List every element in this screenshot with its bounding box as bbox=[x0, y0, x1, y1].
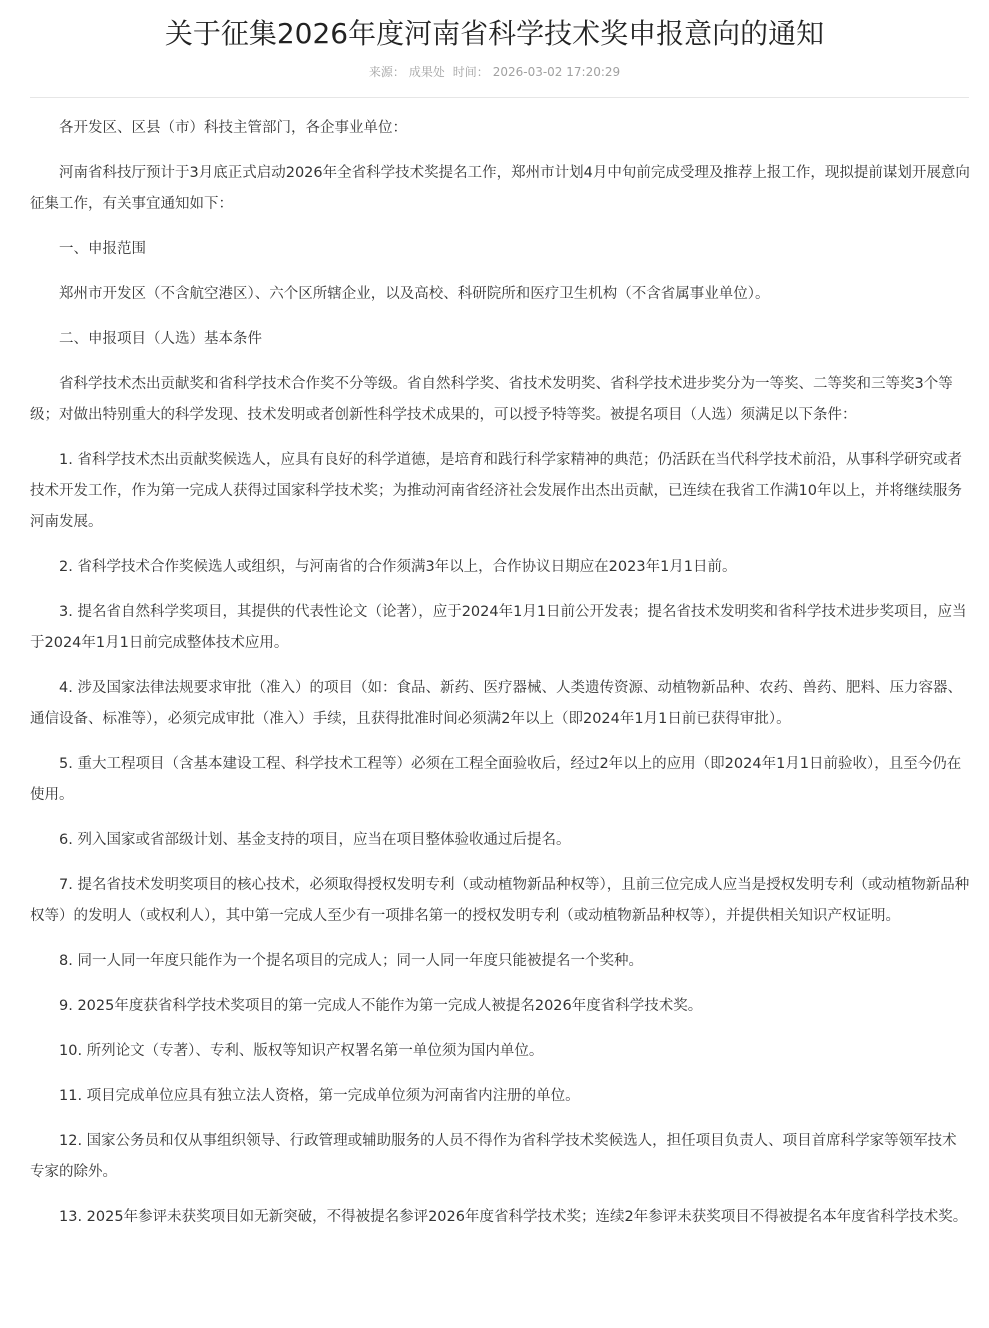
time-value: 2026-03-02 17:20:29 bbox=[492, 65, 621, 79]
condition-item-3: 3. 提名省自然科学奖项目，其提供的代表性论文（论著），应于2024年1月1日前公开发表；提名省技术发明奖和省科学技术进步奖项目，应当于2024年1月1日前完成整体技术应用。 bbox=[30, 604, 967, 651]
condition-item-7: 7. 提名省技术发明奖项目的核心技术，必须取得授权发明专利（或动植物新品种权等），且前三位完成人应当是授权发明专利（或动植物新品种权等）的发明人（或权利人），其中第一完成人至少有一项排名第一的授权发明专利（或动植物新品种权等），并提供相关知识产权证明。 bbox=[30, 877, 970, 924]
header-divider bbox=[30, 97, 969, 98]
condition-item-4: 4. 涉及国家法律法规要求审批（准入）的项目（如：食品、新药、医疗器械、人类遗传资源、动植物新品种、农药、兽药、肥料、压力容器、通信设备、标准等），必须完成审批（准入）手续，且获得批准时间必须满2年以上（即2024年1月1日前已获得审批）。 bbox=[30, 680, 962, 727]
intro-paragraph: 河南省科技厅预计于3月底正式启动2026年全省科学技术奖提名工作，郑州市计划4月中旬前完成受理及推荐上报工作，现拟提前谋划开展意向征集工作，有关事宜通知如下： bbox=[30, 165, 970, 212]
section-heading-conditions: 二、申报项目（人选）基本条件 bbox=[59, 331, 262, 347]
condition-item-5: 5. 重大工程项目（含基本建设工程、科学技术工程等）必须在工程全面验收后，经过2年以上的应用（即2024年1月1日前验收），且至今仍在使用。 bbox=[30, 756, 962, 803]
article-meta bbox=[0, 63, 989, 81]
scope-paragraph: 郑州市开发区（不含航空港区）、六个区所辖企业，以及高校、科研院所和医疗卫生机构（不含省属事业单位）。 bbox=[59, 286, 770, 302]
condition-item-12: 12. 国家公务员和仅从事组织领导、行政管理或辅助服务的人员不得作为省科学技术奖候选人，担任项目负责人、项目首席科学家等领军技术专家的除外。 bbox=[30, 1133, 957, 1180]
time-label: 时间： bbox=[452, 65, 489, 79]
condition-item-1: 1. 省科学技术杰出贡献奖候选人，应具有良好的科学道德，是培育和践行科学家精神的典范；仍活跃在当代科学技术前沿，从事科学研究或者技术开发工作，作为第一完成人获得过国家科学技术奖；为推动河南省经济社会发展作出杰出贡献，已连续在我省工作满10年以上，并将继续服务河南发展。 bbox=[30, 452, 962, 530]
condition-item-2: 2. 省科学技术合作奖候选人或组织，与河南省的合作须满3年以上，合作协议日期应在2023年1月1日前。 bbox=[59, 559, 737, 575]
condition-item-8: 8. 同一人同一年度只能作为一个提名项目的完成人；同一人同一年度只能被提名一个奖种。 bbox=[59, 953, 643, 969]
source-value: 成果处 bbox=[408, 65, 445, 79]
condition-item-13: 13. 2025年参评未获奖项目如无新突破，不得被提名参评2026年度省科学技术奖；连续2年参评未获奖项目不得被提名本年度省科学技术奖。 bbox=[59, 1209, 968, 1225]
page-title: 关于征集2026年度河南省科学技术奖申报意向的通知 bbox=[164, 17, 825, 50]
condition-item-6: 6. 列入国家或省部级计划、基金支持的项目，应当在项目整体验收通过后提名。 bbox=[59, 832, 571, 848]
condition-item-9: 9. 2025年度获省科学技术奖项目的第一完成人不能作为第一完成人被提名2026年度省科学技术奖。 bbox=[59, 998, 703, 1014]
source-label: 来源： bbox=[368, 65, 405, 79]
conditions-intro: 省科学技术杰出贡献奖和省科学技术合作奖不分等级。省自然科学奖、省技术发明奖、省科学技术进步奖分为一等奖、二等奖和三等奖3个等级；对做出特别重大的科学发现、技术发明或者创新性科学技术成果的，可以授予特等奖。被提名项目（人选）须满足以下条件： bbox=[30, 376, 953, 423]
salutation: 各开发区、区县（市）科技主管部门，各企事业单位： bbox=[59, 120, 407, 136]
article-body bbox=[30, 113, 970, 1233]
section-heading-scope: 一、申报范围 bbox=[59, 241, 146, 257]
condition-item-10: 10. 所列论文（专著）、专利、版权等知识产权署名第一单位须为国内单位。 bbox=[59, 1043, 544, 1059]
condition-item-11: 11. 项目完成单位应具有独立法人资格，第一完成单位须为河南省内注册的单位。 bbox=[59, 1088, 580, 1104]
